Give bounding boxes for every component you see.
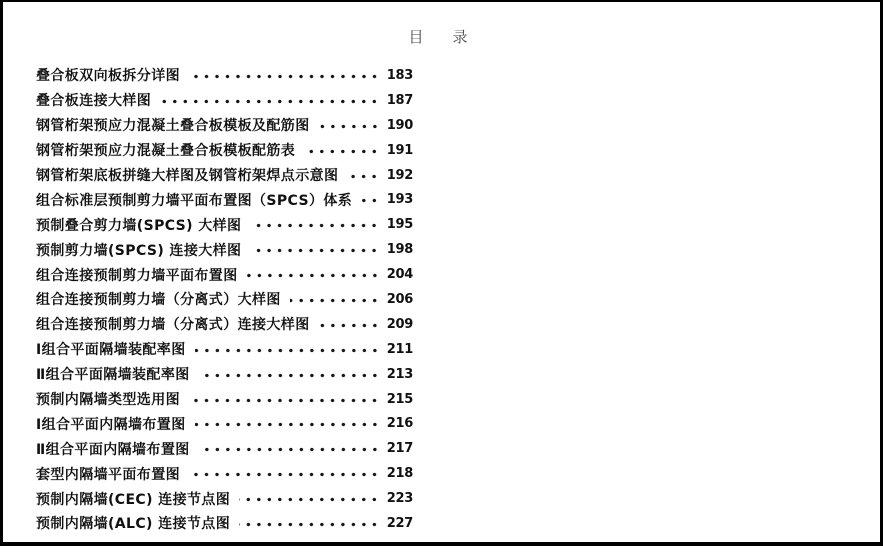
dot-leader <box>319 124 380 129</box>
dot-leader <box>199 447 380 452</box>
toc-entry-label: 组合连接预制剪力墙（分离式）大样图 <box>36 292 281 309</box>
dot-leader <box>250 248 379 253</box>
toc-entry-page: 193 <box>386 192 413 208</box>
toc-entry-label: 叠合板连接大样图 <box>36 93 152 110</box>
toc-entry <box>36 362 413 387</box>
toc-entry <box>36 262 413 287</box>
toc-entry-label: 组合标准层预制剪力墙平面布置图（SPCS）体系 <box>36 192 353 209</box>
toc-entry-page: 206 <box>386 291 413 307</box>
dot-leader <box>189 398 380 403</box>
dot-leader <box>247 273 380 278</box>
toc-entry <box>36 138 413 163</box>
toc-entry <box>36 88 413 113</box>
toc-entry-label: 预制剪力墙(SPCS) 连接大样图 <box>36 242 242 259</box>
toc-entry-page: 211 <box>386 341 413 357</box>
toc-entry <box>36 287 413 312</box>
toc-entry-label: Ⅰ组合平面内隔墙布置图 <box>36 416 186 433</box>
toc-entry-label: 预制内隔墙(ALC) 连接节点图 <box>36 516 231 533</box>
toc-entry <box>36 387 413 412</box>
toc-entry <box>36 163 413 188</box>
toc-entry-page: 191 <box>386 142 413 158</box>
toc-entry-label: 钢管桁架预应力混凝土叠合板模板配筋表 <box>36 143 296 160</box>
toc-entry-page: 217 <box>386 441 413 457</box>
toc-entry-label: Ⅰ组合平面隔墙装配率图 <box>36 342 186 359</box>
toc-entry-page: 213 <box>386 366 413 382</box>
table-of-contents <box>36 63 413 536</box>
toc-entry-page: 215 <box>386 391 413 407</box>
page-title: 目 录 <box>408 28 475 46</box>
toc-entry-page: 187 <box>386 92 413 108</box>
dot-leader <box>290 298 380 303</box>
toc-entry-page: 223 <box>386 491 413 507</box>
toc-entry-page: 218 <box>386 466 413 482</box>
dot-leader <box>239 522 380 527</box>
dot-leader <box>199 373 380 378</box>
toc-entry-label: 套型内隔墙平面布置图 <box>36 466 180 483</box>
toc-entry <box>36 486 413 511</box>
dot-leader <box>361 198 380 203</box>
toc-entry <box>36 187 413 212</box>
dot-leader <box>250 223 379 228</box>
dot-leader <box>347 174 379 179</box>
toc-entry-label: 预制内隔墙类型选用图 <box>36 392 180 409</box>
toc-entry-label: 叠合板双向板拆分详图 <box>36 68 180 85</box>
toc-entry <box>36 212 413 237</box>
toc-entry-label: Ⅱ组合平面内隔墙布置图 <box>36 441 190 458</box>
toc-entry-label: 钢管桁架底板拼缝大样图及钢管桁架焊点示意图 <box>36 168 339 184</box>
toc-entry-label: 组合连接预制剪力墙（分离式）连接大样图 <box>36 317 310 334</box>
dot-leader <box>189 472 380 477</box>
toc-entry <box>36 237 413 262</box>
toc-entry-label: Ⅱ组合平面隔墙装配率图 <box>36 367 190 384</box>
toc-entry-label: 钢管桁架预应力混凝土叠合板模板及配筋图 <box>36 118 310 135</box>
toc-entry-page: 209 <box>386 316 413 332</box>
dot-leader <box>239 497 380 502</box>
toc-entry-label: 组合连接预制剪力墙平面布置图 <box>36 267 238 284</box>
toc-entry <box>36 436 413 461</box>
dot-leader <box>189 74 380 79</box>
toc-entry <box>36 113 413 138</box>
toc-entry-label: 预制叠合剪力墙(SPCS) 大样图 <box>36 217 242 234</box>
toc-entry-page: 216 <box>386 416 413 432</box>
toc-entry-page: 192 <box>386 167 413 183</box>
toc-entry-page: 195 <box>386 217 413 233</box>
toc-entry <box>36 63 413 88</box>
toc-entry <box>36 337 413 362</box>
dot-leader <box>304 149 380 154</box>
toc-entry <box>36 461 413 486</box>
toc-entry <box>36 411 413 436</box>
toc-entry-page: 204 <box>386 267 413 283</box>
toc-entry-label: 预制内隔墙(CEC) 连接节点图 <box>36 491 231 508</box>
toc-entry <box>36 511 413 536</box>
toc-entry-page: 227 <box>386 515 413 531</box>
dot-leader <box>195 348 380 353</box>
dot-leader <box>195 422 380 427</box>
toc-entry-page: 183 <box>386 67 413 83</box>
toc-entry-page: 190 <box>386 117 413 133</box>
dot-leader <box>319 323 380 328</box>
dot-leader <box>160 99 380 104</box>
toc-entry-page: 198 <box>386 242 413 258</box>
toc-entry <box>36 312 413 337</box>
